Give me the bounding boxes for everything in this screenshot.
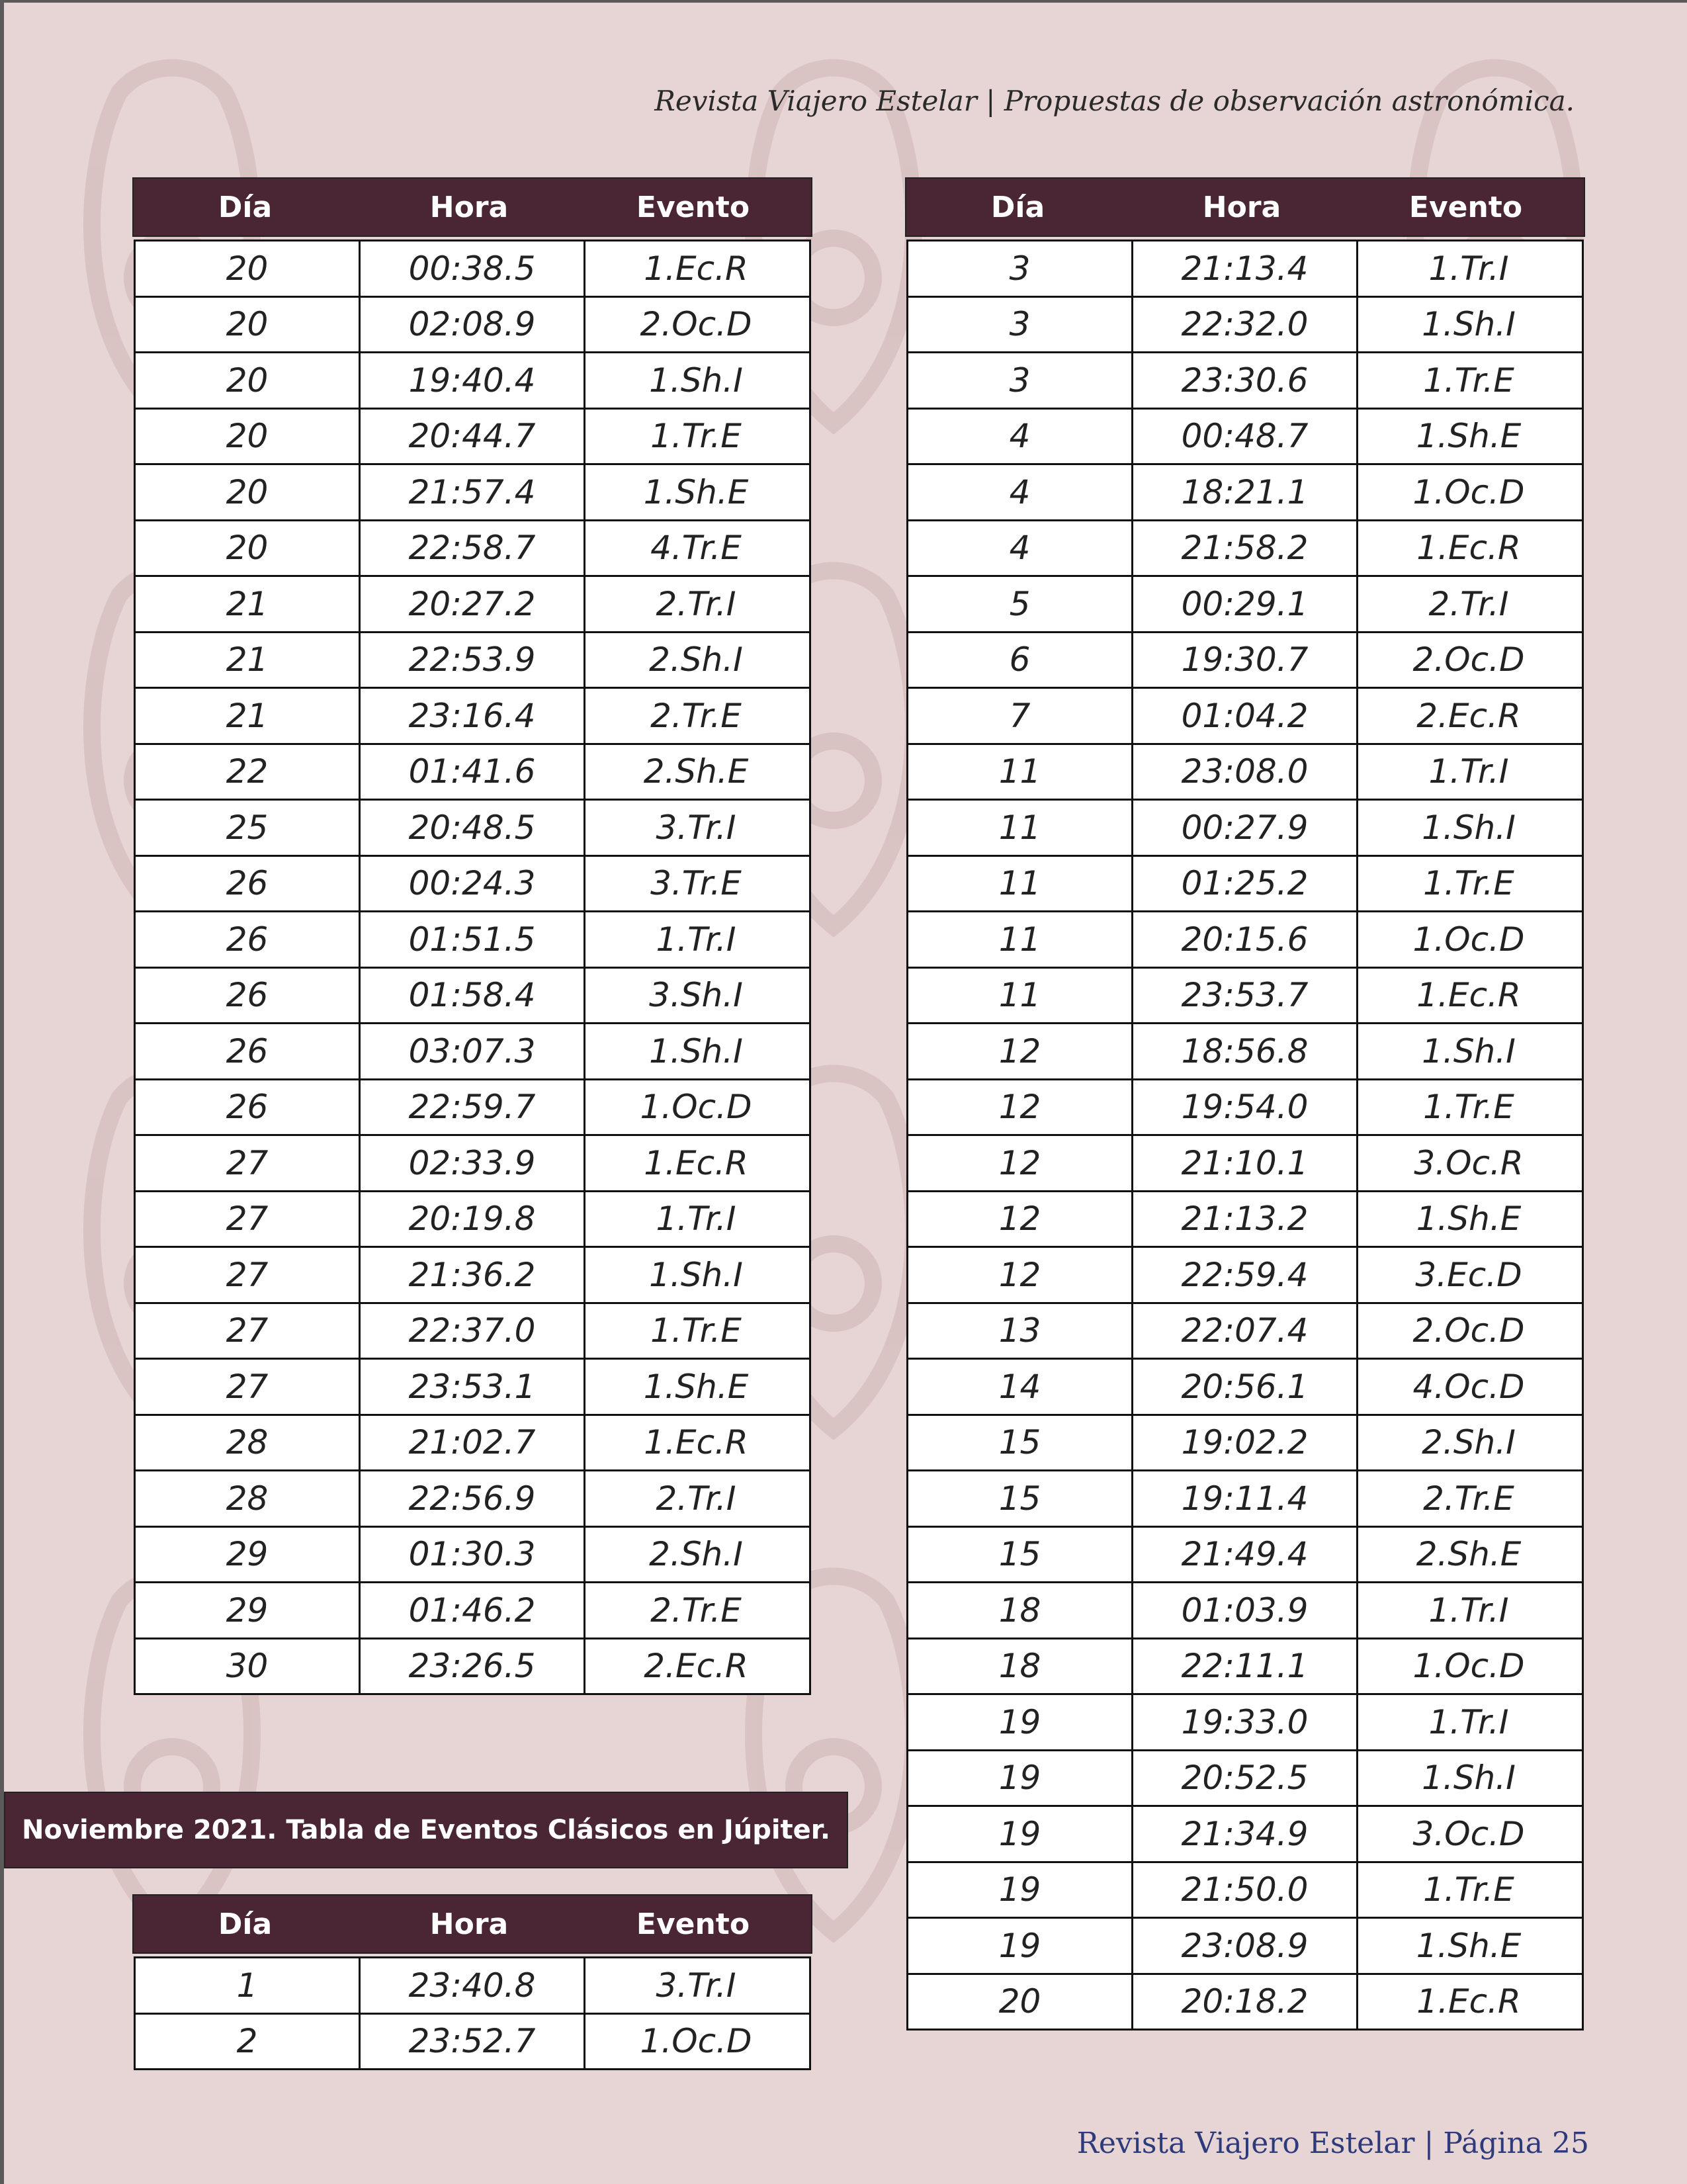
cell-evento: 2.Sh.E (1356, 1528, 1579, 1582)
table-row (908, 1248, 1582, 1304)
table-row (136, 1304, 809, 1360)
table-november (134, 1896, 811, 2070)
table-header (134, 179, 811, 236)
cell-hora: 21:36.2 (359, 1248, 584, 1302)
cell-hora: 21:02.7 (359, 1416, 584, 1470)
column-evento: Evento (1408, 190, 1523, 224)
table-row (136, 969, 809, 1025)
cell-hora: 23:30.6 (1131, 353, 1356, 408)
cell-hora: 20:44.7 (359, 410, 584, 464)
cell-dia: 4 (1009, 417, 1031, 456)
cell-evento: 2.Tr.I (584, 577, 806, 631)
table-row (136, 1471, 809, 1528)
table-row (908, 1807, 1582, 1863)
cell-dia: 27 (226, 1143, 269, 1182)
cell-evento: 4.Tr.E (584, 521, 806, 576)
cell-hora: 18:21.1 (1131, 465, 1356, 519)
cell-evento: 1.Tr.E (1356, 857, 1579, 911)
cell-evento: 1.Tr.E (1356, 1863, 1579, 1917)
cell-evento: 1.Oc.D (1356, 465, 1579, 519)
cell-hora: 22:37.0 (359, 1304, 584, 1358)
cell-dia: 12 (998, 1255, 1041, 1294)
cell-evento: 1.Sh.I (1356, 298, 1579, 352)
cell-hora: 01:04.2 (1131, 689, 1356, 743)
cell-dia: 12 (998, 1200, 1041, 1239)
table-caption: Noviembre 2021. Tabla de Eventos Clásicos en Júpiter. (5, 1793, 847, 1867)
cell-dia: 27 (226, 1200, 269, 1239)
cell-evento: 1.Ec.R (1356, 521, 1579, 576)
cell-evento: 1.Tr.I (1356, 745, 1579, 799)
cell-hora: 23:53.7 (1131, 969, 1356, 1023)
cell-evento: 2.Sh.I (584, 633, 806, 687)
column-hora: Hora (1202, 190, 1281, 224)
cell-hora: 20:15.6 (1131, 912, 1356, 967)
cell-hora: 21:57.4 (359, 465, 584, 519)
column-dia: Día (990, 190, 1045, 224)
table-header (134, 1896, 811, 1952)
cell-dia: 2 (236, 2022, 258, 2061)
table-body (906, 240, 1584, 2031)
table-row (136, 241, 809, 298)
cell-hora: 22:56.9 (359, 1471, 584, 1526)
cell-evento: 1.Tr.E (584, 1304, 806, 1358)
table-row (136, 298, 809, 354)
cell-dia: 26 (226, 1031, 269, 1070)
cell-evento: 1.Tr.I (1356, 241, 1579, 296)
table-row (908, 633, 1582, 689)
cell-evento: 1.Ec.R (1356, 1975, 1579, 2029)
cell-dia: 11 (998, 752, 1041, 791)
cell-dia: 25 (226, 808, 269, 847)
cell-hora: 22:11.1 (1131, 1639, 1356, 1694)
table-header (906, 179, 1584, 236)
cell-dia: 20 (226, 529, 269, 568)
cell-evento: 3.Tr.E (584, 857, 806, 911)
cell-hora: 00:24.3 (359, 857, 584, 911)
cell-dia: 1 (236, 1966, 258, 2005)
table-row (908, 1919, 1582, 1975)
cell-dia: 18 (998, 1591, 1041, 1630)
cell-evento: 1.Tr.I (584, 1192, 806, 1246)
cell-evento: 1.Sh.E (1356, 1192, 1579, 1246)
table-row (136, 801, 809, 857)
cell-dia: 20 (226, 361, 269, 400)
cell-dia: 19 (998, 1926, 1041, 1965)
table-row (908, 241, 1582, 298)
cell-dia: 12 (998, 1031, 1041, 1070)
page-edge-top (0, 0, 1687, 3)
table-row (908, 353, 1582, 410)
cell-hora: 01:41.6 (359, 745, 584, 799)
cell-evento: 1.Tr.I (1356, 1695, 1579, 1749)
cell-evento: 1.Oc.D (1356, 1639, 1579, 1694)
cell-evento: 1.Oc.D (584, 2015, 806, 2069)
table-right (906, 179, 1584, 2031)
cell-evento: 1.Sh.I (584, 1248, 806, 1302)
table-row (908, 1975, 1582, 2031)
cell-hora: 22:59.4 (1131, 1248, 1356, 1302)
table-row (136, 1136, 809, 1192)
cell-evento: 3.Oc.D (1356, 1807, 1579, 1861)
cell-hora: 21:34.9 (1131, 1807, 1356, 1861)
cell-dia: 21 (226, 640, 269, 679)
cell-evento: 1.Sh.E (584, 465, 806, 519)
cell-evento: 1.Ec.R (584, 241, 806, 296)
cell-evento: 3.Sh.I (584, 969, 806, 1023)
cell-evento: 2.Sh.I (584, 1528, 806, 1582)
cell-hora: 19:54.0 (1131, 1080, 1356, 1135)
cell-evento: 3.Ec.D (1356, 1248, 1579, 1302)
cell-evento: 1.Sh.I (1356, 1024, 1579, 1078)
cell-dia: 29 (226, 1535, 269, 1574)
cell-evento: 1.Tr.E (1356, 1080, 1579, 1135)
cell-dia: 30 (226, 1647, 269, 1686)
table-row (136, 577, 809, 633)
cell-hora: 23:08.0 (1131, 745, 1356, 799)
table-row (136, 1416, 809, 1472)
cell-hora: 00:29.1 (1131, 577, 1356, 631)
cell-dia: 11 (998, 808, 1041, 847)
cell-evento: 2.Oc.D (1356, 1304, 1579, 1358)
cell-dia: 11 (998, 920, 1041, 959)
cell-dia: 19 (998, 1702, 1041, 1741)
cell-evento: 4.Oc.D (1356, 1360, 1579, 1414)
cell-dia: 19 (998, 1870, 1041, 1909)
cell-hora: 19:30.7 (1131, 633, 1356, 687)
cell-dia: 27 (226, 1255, 269, 1294)
column-dia: Día (218, 1907, 273, 1941)
cell-dia: 26 (226, 920, 269, 959)
cell-dia: 13 (998, 1311, 1041, 1350)
cell-hora: 22:58.7 (359, 521, 584, 576)
cell-hora: 21:10.1 (1131, 1136, 1356, 1190)
cell-evento: 2.Tr.E (584, 1583, 806, 1638)
cell-evento: 1.Tr.I (584, 912, 806, 967)
cell-dia: 20 (226, 249, 269, 288)
cell-dia: 19 (998, 1814, 1041, 1853)
table-row (136, 857, 809, 913)
cell-evento: 1.Tr.E (1356, 353, 1579, 408)
cell-hora: 23:26.5 (359, 1639, 584, 1694)
table-body (134, 240, 811, 1695)
cell-dia: 26 (226, 976, 269, 1015)
table-row (908, 465, 1582, 521)
cell-evento: 1.Ec.R (584, 1136, 806, 1190)
cell-evento: 1.Sh.I (1356, 1751, 1579, 1806)
cell-evento: 2.Tr.I (1356, 577, 1579, 631)
cell-hora: 01:58.4 (359, 969, 584, 1023)
table-row (908, 1863, 1582, 1919)
cell-hora: 20:18.2 (1131, 1975, 1356, 2029)
table-row (908, 577, 1582, 633)
cell-dia: 6 (1009, 640, 1031, 679)
cell-evento: 1.Oc.D (1356, 912, 1579, 967)
table-row (908, 912, 1582, 969)
cell-hora: 00:38.5 (359, 241, 584, 296)
cell-hora: 20:27.2 (359, 577, 584, 631)
table-row (908, 969, 1582, 1025)
table-row (908, 1583, 1582, 1639)
cell-hora: 19:11.4 (1131, 1471, 1356, 1526)
running-header: Revista Viajero Estelar | Propuestas de observación astronómica. (654, 85, 1575, 117)
table-row (136, 1583, 809, 1639)
table-row (908, 745, 1582, 801)
cell-hora: 22:53.9 (359, 633, 584, 687)
table-row (908, 1471, 1582, 1528)
cell-dia: 20 (226, 472, 269, 511)
table-row (908, 801, 1582, 857)
cell-dia: 26 (226, 864, 269, 903)
cell-dia: 26 (226, 1088, 269, 1127)
cell-dia: 15 (998, 1535, 1041, 1574)
cell-hora: 22:59.7 (359, 1080, 584, 1135)
table-row (136, 465, 809, 521)
table-row (908, 689, 1582, 745)
cell-hora: 20:52.5 (1131, 1751, 1356, 1806)
cell-dia: 4 (1009, 472, 1031, 511)
column-evento: Evento (636, 1907, 750, 1941)
table-row (908, 1136, 1582, 1192)
cell-evento: 1.Sh.I (584, 1024, 806, 1078)
cell-evento: 1.Sh.E (584, 1360, 806, 1414)
cell-dia: 20 (998, 1982, 1041, 2021)
cell-dia: 18 (998, 1647, 1041, 1686)
cell-hora: 21:50.0 (1131, 1863, 1356, 1917)
table-row (136, 1360, 809, 1416)
cell-hora: 03:07.3 (359, 1024, 584, 1078)
cell-dia: 14 (998, 1367, 1041, 1406)
cell-evento: 1.Sh.E (1356, 1919, 1579, 1973)
cell-hora: 23:40.8 (359, 1958, 584, 2013)
cell-dia: 20 (226, 417, 269, 456)
table-row (908, 521, 1582, 578)
cell-evento: 2.Tr.I (584, 1471, 806, 1526)
cell-hora: 02:08.9 (359, 298, 584, 352)
cell-dia: 29 (226, 1591, 269, 1630)
cell-dia: 5 (1009, 584, 1031, 623)
cell-dia: 21 (226, 696, 269, 735)
cell-evento: 1.Ec.R (1356, 969, 1579, 1023)
cell-hora: 19:40.4 (359, 353, 584, 408)
cell-evento: 1.Sh.I (584, 353, 806, 408)
table-row (908, 1695, 1582, 1751)
cell-dia: 19 (998, 1759, 1041, 1798)
page-edge-left (0, 0, 4, 2184)
table-row (136, 1958, 809, 2015)
cell-dia: 3 (1009, 305, 1031, 344)
cell-evento: 2.Tr.E (584, 689, 806, 743)
cell-dia: 15 (998, 1479, 1041, 1518)
cell-evento: 2.Oc.D (1356, 633, 1579, 687)
page-footer: Revista Viajero Estelar | Página 25 (1076, 2126, 1589, 2160)
table-row (136, 1080, 809, 1137)
cell-hora: 01:25.2 (1131, 857, 1356, 911)
table-left (134, 179, 811, 1695)
table-row (908, 1751, 1582, 1808)
cell-evento: 2.Sh.E (584, 745, 806, 799)
table-row (136, 745, 809, 801)
cell-evento: 2.Sh.I (1356, 1416, 1579, 1470)
table-row (908, 410, 1582, 466)
table-row (908, 1024, 1582, 1080)
cell-evento: 3.Tr.I (584, 1958, 806, 2013)
table-body (134, 1956, 811, 2070)
table-row (908, 857, 1582, 913)
cell-hora: 23:16.4 (359, 689, 584, 743)
table-row (908, 1304, 1582, 1360)
cell-evento: 1.Ec.R (584, 1416, 806, 1470)
cell-hora: 21:49.4 (1131, 1528, 1356, 1582)
table-row (136, 633, 809, 689)
table-row (136, 521, 809, 578)
cell-hora: 00:48.7 (1131, 410, 1356, 464)
cell-hora: 20:19.8 (359, 1192, 584, 1246)
cell-hora: 23:53.1 (359, 1360, 584, 1414)
cell-dia: 7 (1009, 696, 1031, 735)
cell-evento: 2.Ec.R (1356, 689, 1579, 743)
cell-hora: 19:33.0 (1131, 1695, 1356, 1749)
cell-dia: 12 (998, 1143, 1041, 1182)
table-row (908, 1360, 1582, 1416)
table-row (908, 1192, 1582, 1248)
cell-evento: 1.Sh.E (1356, 410, 1579, 464)
table-row (136, 1024, 809, 1080)
table-row (136, 1639, 809, 1696)
cell-dia: 28 (226, 1479, 269, 1518)
cell-hora: 21:58.2 (1131, 521, 1356, 576)
table-row (908, 298, 1582, 354)
cell-hora: 20:56.1 (1131, 1360, 1356, 1414)
table-row (136, 353, 809, 410)
cell-hora: 01:30.3 (359, 1528, 584, 1582)
cell-hora: 23:08.9 (1131, 1919, 1356, 1973)
cell-hora: 01:46.2 (359, 1583, 584, 1638)
table-row (136, 1248, 809, 1304)
cell-hora: 22:07.4 (1131, 1304, 1356, 1358)
cell-evento: 1.Sh.I (1356, 801, 1579, 855)
cell-evento: 2.Ec.R (584, 1639, 806, 1694)
cell-dia: 21 (226, 584, 269, 623)
cell-evento: 1.Oc.D (584, 1080, 806, 1135)
cell-dia: 20 (226, 305, 269, 344)
cell-hora: 21:13.4 (1131, 241, 1356, 296)
column-hora: Hora (429, 190, 509, 224)
cell-hora: 21:13.2 (1131, 1192, 1356, 1246)
column-hora: Hora (429, 1907, 509, 1941)
table-row (136, 689, 809, 745)
cell-dia: 15 (998, 1423, 1041, 1462)
cell-dia: 11 (998, 976, 1041, 1015)
cell-evento: 3.Oc.R (1356, 1136, 1579, 1190)
cell-hora: 18:56.8 (1131, 1024, 1356, 1078)
cell-evento: 3.Tr.I (584, 801, 806, 855)
cell-dia: 11 (998, 864, 1041, 903)
cell-hora: 00:27.9 (1131, 801, 1356, 855)
table-row (136, 912, 809, 969)
cell-hora: 22:32.0 (1131, 298, 1356, 352)
cell-hora: 19:02.2 (1131, 1416, 1356, 1470)
table-row (908, 1528, 1582, 1584)
cell-hora: 23:52.7 (359, 2015, 584, 2069)
cell-dia: 4 (1009, 529, 1031, 568)
column-dia: Día (218, 190, 273, 224)
table-row (908, 1080, 1582, 1137)
cell-evento: 2.Oc.D (584, 298, 806, 352)
table-row (136, 1528, 809, 1584)
cell-dia: 3 (1009, 249, 1031, 288)
table-row (136, 2015, 809, 2071)
cell-hora: 01:03.9 (1131, 1583, 1356, 1638)
cell-hora: 20:48.5 (359, 801, 584, 855)
column-evento: Evento (636, 190, 750, 224)
cell-evento: 1.Tr.E (584, 410, 806, 464)
table-row (136, 1192, 809, 1248)
table-row (908, 1416, 1582, 1472)
table-row (136, 410, 809, 466)
cell-dia: 28 (226, 1423, 269, 1462)
cell-dia: 3 (1009, 361, 1031, 400)
cell-hora: 01:51.5 (359, 912, 584, 967)
cell-dia: 27 (226, 1311, 269, 1350)
cell-dia: 12 (998, 1088, 1041, 1127)
cell-evento: 2.Tr.E (1356, 1471, 1579, 1526)
cell-dia: 22 (226, 752, 269, 791)
cell-evento: 1.Tr.I (1356, 1583, 1579, 1638)
table-row (908, 1639, 1582, 1696)
cell-dia: 27 (226, 1367, 269, 1406)
cell-hora: 02:33.9 (359, 1136, 584, 1190)
